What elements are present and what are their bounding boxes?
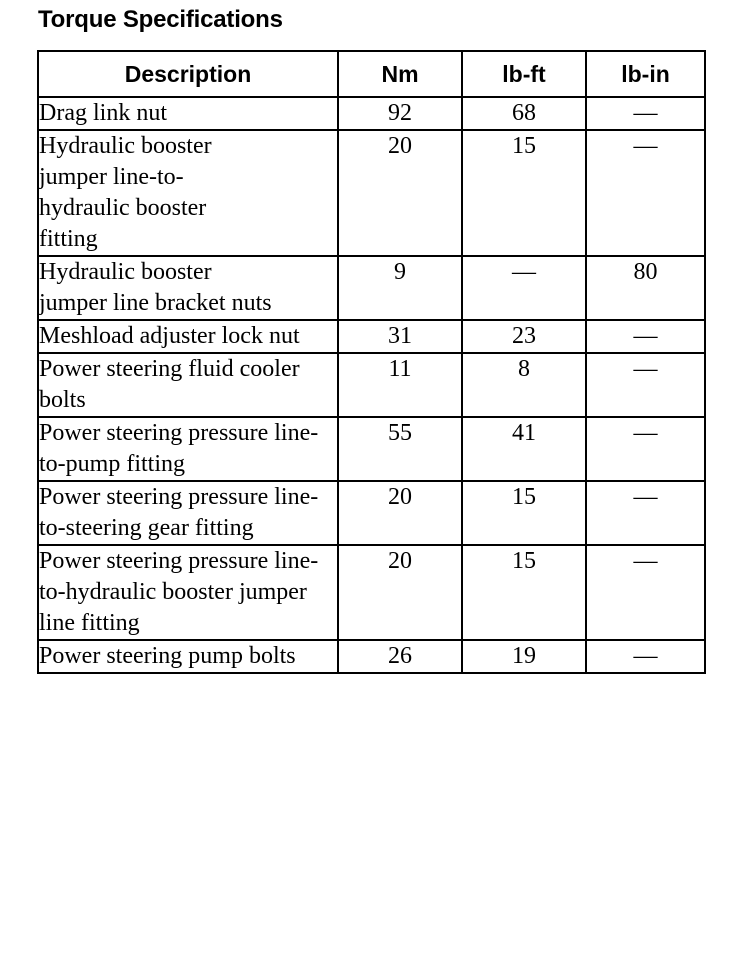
table-row bbox=[38, 320, 705, 353]
page-title: Torque Specifications bbox=[38, 6, 283, 33]
table-row bbox=[38, 640, 705, 673]
row-nm: 11 bbox=[338, 353, 462, 417]
header-nm: Nm bbox=[338, 51, 462, 97]
row-lbin: — bbox=[586, 640, 705, 673]
table-row bbox=[38, 481, 705, 545]
row-lbft: 23 bbox=[462, 320, 586, 353]
row-lbin: — bbox=[586, 353, 705, 417]
row-lbin: 80 bbox=[586, 256, 705, 320]
table-row bbox=[38, 545, 705, 640]
row-lbft: 8 bbox=[462, 353, 586, 417]
row-lbin: — bbox=[586, 545, 705, 640]
header-lbft: lb-ft bbox=[462, 51, 586, 97]
row-lbin: — bbox=[586, 320, 705, 353]
row-lbin: — bbox=[586, 97, 705, 130]
header-lbin: lb-in bbox=[586, 51, 705, 97]
row-description-text: Hydraulic booster jumper line-to-hydraulic booster fitting bbox=[39, 133, 212, 252]
row-description: Power steering pressure line-to-pump fitting bbox=[38, 417, 338, 481]
row-nm: 20 bbox=[338, 481, 462, 545]
row-lbft: — bbox=[462, 256, 586, 320]
row-description: Meshload adjuster lock nut bbox=[38, 320, 338, 353]
table-row bbox=[38, 417, 705, 481]
row-nm: 9 bbox=[338, 256, 462, 320]
header-row bbox=[38, 51, 705, 97]
row-lbin: — bbox=[586, 130, 705, 256]
row-lbft: 19 bbox=[462, 640, 586, 673]
row-nm: 20 bbox=[338, 130, 462, 256]
row-description bbox=[38, 256, 338, 320]
table-row bbox=[38, 353, 705, 417]
row-nm: 20 bbox=[338, 545, 462, 640]
row-description: Power steering pressure line-to-hydraulic booster jumper line fitting bbox=[38, 545, 338, 640]
row-nm: 55 bbox=[338, 417, 462, 481]
torque-spec-table bbox=[37, 50, 706, 674]
row-lbft: 68 bbox=[462, 97, 586, 130]
row-nm: 26 bbox=[338, 640, 462, 673]
row-lbin: — bbox=[586, 481, 705, 545]
row-lbft: 41 bbox=[462, 417, 586, 481]
row-lbin: — bbox=[586, 417, 705, 481]
row-description-text: Hydraulic booster jumper line bracket nuts bbox=[39, 259, 272, 316]
row-description: Power steering pressure line-to-steering gear fitting bbox=[38, 481, 338, 545]
header-description: Description bbox=[38, 51, 338, 97]
table-row bbox=[38, 97, 705, 130]
row-description: Drag link nut bbox=[38, 97, 338, 130]
row-nm: 92 bbox=[338, 97, 462, 130]
row-lbft: 15 bbox=[462, 481, 586, 545]
row-lbft: 15 bbox=[462, 130, 586, 256]
table-row bbox=[38, 130, 705, 256]
row-description: Power steering pump bolts bbox=[38, 640, 338, 673]
table-row bbox=[38, 256, 705, 320]
row-nm: 31 bbox=[338, 320, 462, 353]
row-description bbox=[38, 130, 338, 256]
row-lbft: 15 bbox=[462, 545, 586, 640]
row-description: Power steering fluid cooler bolts bbox=[38, 353, 338, 417]
